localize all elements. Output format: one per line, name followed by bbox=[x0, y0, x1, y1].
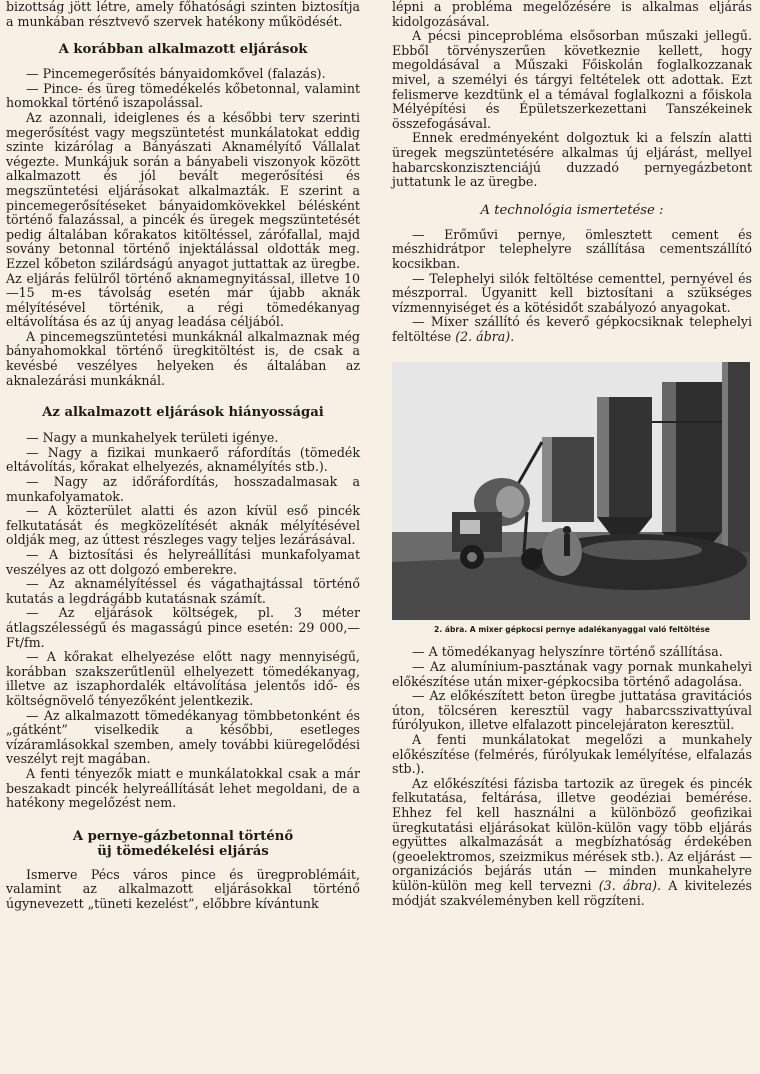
paragraph-text: Az előkészítési fázisba tartozik az üregek és pincék felkutatása, feltárása, illetve geodéziai bemérése. Ehhez fel kell használni a különböző geofizikai üregkutatási eljárásokat külön-külön vagy több eljárás együttes alkalmazását a megbízhatóság érdekében (geoelektromos, szeizmikus mérések stb.). Az eljárást — organizációs bejárás után — minden munkahelyre külön-külön meg kell tervezni bbox=[392, 775, 752, 893]
left-column bbox=[6, 0, 360, 911]
mixer-truck-illustration bbox=[392, 362, 750, 620]
list-item: — Erőművi pernye, ömlesztett cement és mészhidrátpor telephelyre szállítása cementszállító kocsikban. bbox=[392, 226, 752, 271]
section-heading-technology: A technológia ismertetése : bbox=[480, 202, 664, 218]
list-item: — Az eljárások költségek, pl. 3 méter átlagszélességű és magasságú pince esetén: 29 000,— Ft/fm. bbox=[6, 605, 360, 650]
paragraph: A pincemegszüntetési munkáknál alkalmaznak még bányahomokkal történő üregkitöltést is, de csak a kevésbé veszélyes helyeken és általában az aknalezárási munkáknál. bbox=[6, 328, 360, 388]
paragraph: — Pincemegerősítés bányaidomkővel (falazás). bbox=[26, 66, 326, 82]
figure-caption: 2. ábra. A mixer gépkocsi pernye adalékanyaggal való feltöltése bbox=[434, 625, 710, 635]
paragraph: Ennek eredményeként dolgoztuk ki a felszín alatti üregek megszüntetésére alkalmas új eljárást, mellyel habarcskonzisztenciájú duzzadó pernyegázbetont juttatunk le az üregbe. bbox=[392, 130, 752, 190]
list-item: — Az alkalmazott tömedékanyag tömbbetonként és „gátként” viselkedik a későbbi, esetleges vízáramlásokkal szemben, amely további kiüregelődési veszélyt rejt magában. bbox=[6, 707, 360, 767]
mixer-truck-photo bbox=[392, 362, 750, 620]
list-item: — A kőrakat elhelyezése előtt nagy mennyiségű, korábban szakszerűtlenül elhelyezett tömedékanyag, illetve az iszaphordalék eltávolítása jelentős idő- és költségnövelő tényezőként jelentkezik. bbox=[6, 649, 360, 708]
list-item: — Az alumínium-pasztának vagy pornak munkahelyi előkészítése után mixer-gépkocsiba történő adagolása. bbox=[392, 659, 752, 689]
paragraph: Ismerve Pécs város pince és üregproblémáit, valamint az alkalmazott eljárásokkal történő úgynevezett „tüneti kezelést”, előbbre kívántunk bbox=[6, 866, 360, 911]
paragraph-text: A kivitelezés módját szakvéleményben kell rögzíteni. bbox=[392, 877, 752, 908]
list-item-text: — Mixer szállító és keverő gépkocsiknak telephelyi feltöltése bbox=[392, 314, 752, 344]
section-heading-new-method-line2: üj tömedékelési eljárás bbox=[97, 843, 269, 859]
section-heading-new-method-line1: A pernye-gázbetonnal történő bbox=[72, 828, 294, 844]
right-column bbox=[392, 0, 752, 908]
list-item bbox=[392, 315, 752, 344]
list-item: — A közterület alatti és azon kívül eső pincék felkutatását és megközelítését aknák mélyítésével oldják meg, az úttest részleges vagy teljes lezárásával. bbox=[6, 503, 360, 548]
paragraph: Az azonnali, ideiglenes és a későbbi terv szerinti megerősítést vagy megszüntetést munkálatokat eddig szinte kizárólag a Bányászati Aknamélyítő Vállalat végezte. Munkájuk során a bányabeli viszonyok között alkalmazott és jól bevált megerősítési és megszüntetési eljárásokat alkalmazták. E szerint a pincemegerősítéseket bányaidomkövekkel bélésként történő falazással, a pincék és üregek megszüntetését pedig általában kőrakatos kitöltéssel, zárófallal, majd sovány betonnal történő injektálással oldották meg. Ezzel kőbeton szilárdságú anyagot juttattak az üregbe. Az eljárás felülről történő aknamegnyitással, illetve 10—15 m-es távolság esetén már újabb aknák mélyítésével történik, a régi tömedékanyag eltávolítása és az új anyag leadása céljából. bbox=[6, 109, 360, 330]
list-item: — Az előkészített beton üregbe juttatása gravitációs úton, tölcséren keresztül vagy habarcsszivattyúval fúrólyukon, illetve elfalazott pincelejáraton keresztül. bbox=[392, 688, 752, 733]
list-item: — Nagy a fizikai munkaerő ráfordítás (tömedék eltávolítás, kőrakat elhelyezés, aknamélyítés stb.). bbox=[6, 444, 360, 475]
paragraph: A fenti munkálatokat megelőzi a munkahely előkészítése (felmérés, fúrólyukak lemélyítése, elfalazás stb.). bbox=[392, 732, 752, 777]
paragraph: A fenti tényezők miatt e munkálatokkal csak a már beszakadt pincék helyreállítását lehet megoldani, de a hatékony megelőzést nem. bbox=[6, 765, 360, 811]
list-item: — Az aknamélyítéssel és vágathajtással történő kutatás a legdrágább kutatásnak számít. bbox=[6, 576, 360, 606]
paragraph: A pécsi pinceprobléma elsősorban műszaki jellegű. Ebből törvényszerűen következnie kellett, hogy megoldásával a Műszaki Főiskolán foglalkozzanak mivel, a személyi és tárgyi feltételek ott adottak. Ezt felismerve kezdtünk el a témával foglalkozni a főiskola Mélyépítési és Épületszerkezettani Tanszékeinek összefogásával. bbox=[392, 28, 752, 131]
intro-paragraph: bizottság jött létre, amely főhatósági szinten biztosítja a munkában résztvevő szervek hatékony működését. bbox=[6, 0, 360, 29]
paragraph: lépni a probléma megelőzésére is alkalmas eljárás kidolgozásával. bbox=[392, 0, 752, 29]
list-item: — Telephelyi silók feltöltése cementtel, pernyével és mészporral. Ugyanitt kell biztosítani a szükséges vízmennyiséget és a kötésidőt szabályozó anyagokat. bbox=[392, 270, 752, 315]
section-heading-shortcomings: Az alkalmazott eljárások hiányosságai bbox=[42, 405, 324, 421]
figure-reference: (2. ábra). bbox=[455, 328, 515, 344]
figure-2 bbox=[392, 362, 752, 635]
paragraph: — Pince- és üreg tömedékelés kőbetonnal, valamint homokkal történő iszapolással. bbox=[6, 80, 360, 111]
list-item: — Nagy a munkahelyek területi igénye. bbox=[26, 430, 279, 446]
section-heading-previous-methods: A korábban alkalmazott eljárások bbox=[58, 42, 308, 58]
paragraph bbox=[392, 777, 752, 908]
list-item: — A biztosítási és helyreállítási munkafolyamat veszélyes az ott dolgozó emberekre. bbox=[6, 547, 360, 577]
figure-reference: (3. ábra). bbox=[598, 877, 661, 893]
list-item: — Nagy az időráfordítás, hosszadalmasak a munkafolyamatok. bbox=[6, 474, 360, 504]
list-item: — A tömedékanyag helyszínre történő szállítása. bbox=[412, 644, 723, 660]
